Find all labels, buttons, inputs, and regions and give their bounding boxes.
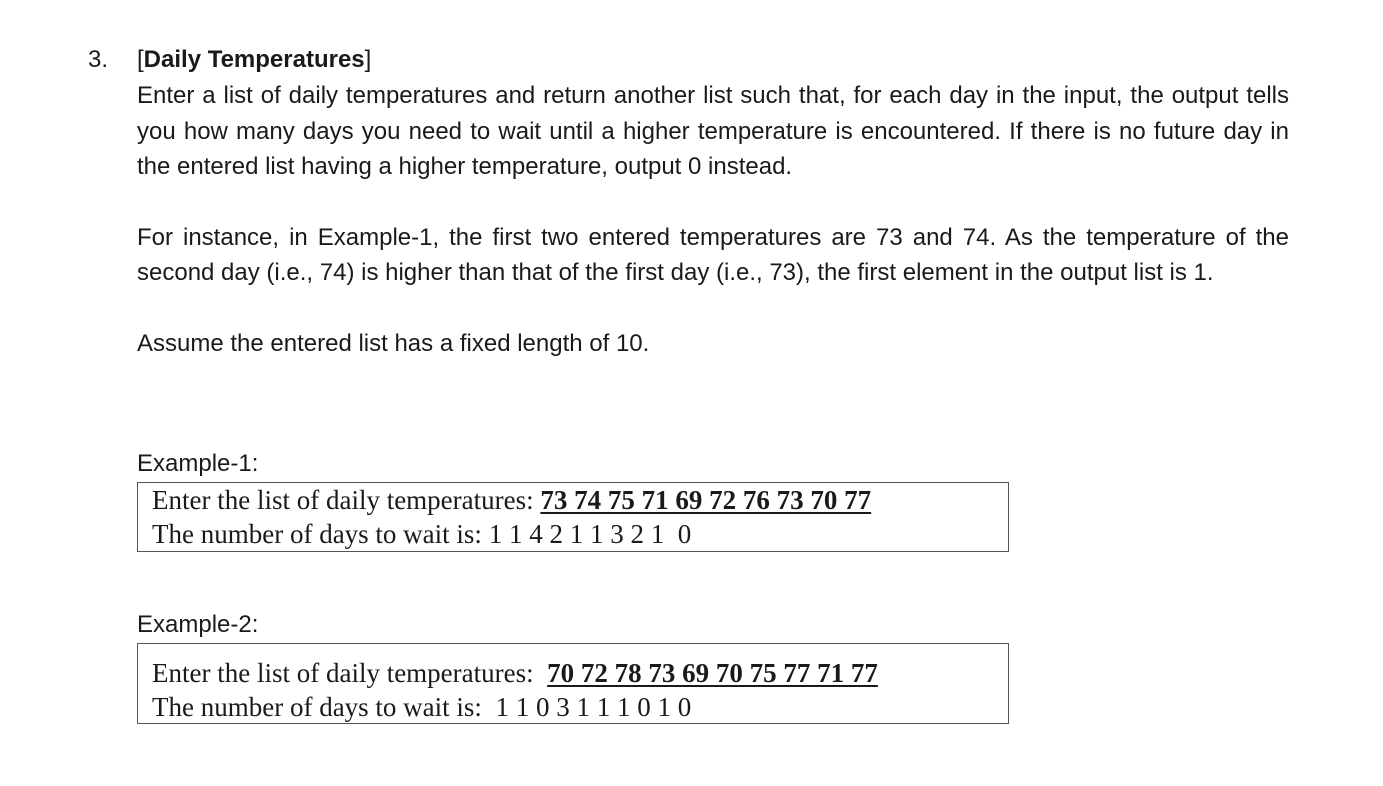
example-2-box [137,643,1009,724]
title-bracket-open: [ [137,46,144,73]
description-paragraph: Enter a list of daily temperatures and return another list such that, for each day in the input, the output tells you how many days you need to wait until a higher temperature is encountered. If there is no future day in the entered list having a higher temperature, output 0 instead. [137,82,1289,180]
example-1-input-line [152,483,1008,517]
example-1-output-value: 1 1 4 2 1 1 3 2 1 0 [488,519,692,549]
example-1-input-prompt: Enter the list of daily temperatures: [152,485,541,515]
example-2-output-value: 1 1 0 3 1 1 1 0 1 0 [495,692,692,722]
example-2-output-prompt: The number of days to wait is: [152,692,496,722]
question-content [137,44,1289,361]
example-2-label: Example-2: [137,611,259,638]
example-1-input-value: 73 74 75 71 69 72 76 73 70 77 [540,485,872,515]
assumption-paragraph: Assume the entered list has a fixed length of 10. [137,329,650,357]
question-number: 3. [88,46,109,73]
example-2-input-line [152,656,1008,690]
example-2-input-prompt: Enter the list of daily temperatures: [152,658,548,688]
title-text: Daily Temperatures [143,46,365,73]
title-bracket-close: ] [364,46,372,73]
instance-paragraph: For instance, in Example-1, the first two entered temperatures are 73 and 74. As the temperature of the second day (i.e., 74) is higher than that of the first day (i.e., 73), the first element in the output list is 1. [137,223,1289,286]
example-1-output-line [152,517,1008,551]
example-1-output-prompt: The number of days to wait is: [152,519,489,549]
example-2-output-line [152,690,1008,724]
example-1-label: Example-1: [137,450,259,477]
example-1-box [137,482,1009,552]
example-2-input-value: 70 72 78 73 69 70 75 77 71 77 [547,658,878,688]
question-title [137,44,1289,76]
